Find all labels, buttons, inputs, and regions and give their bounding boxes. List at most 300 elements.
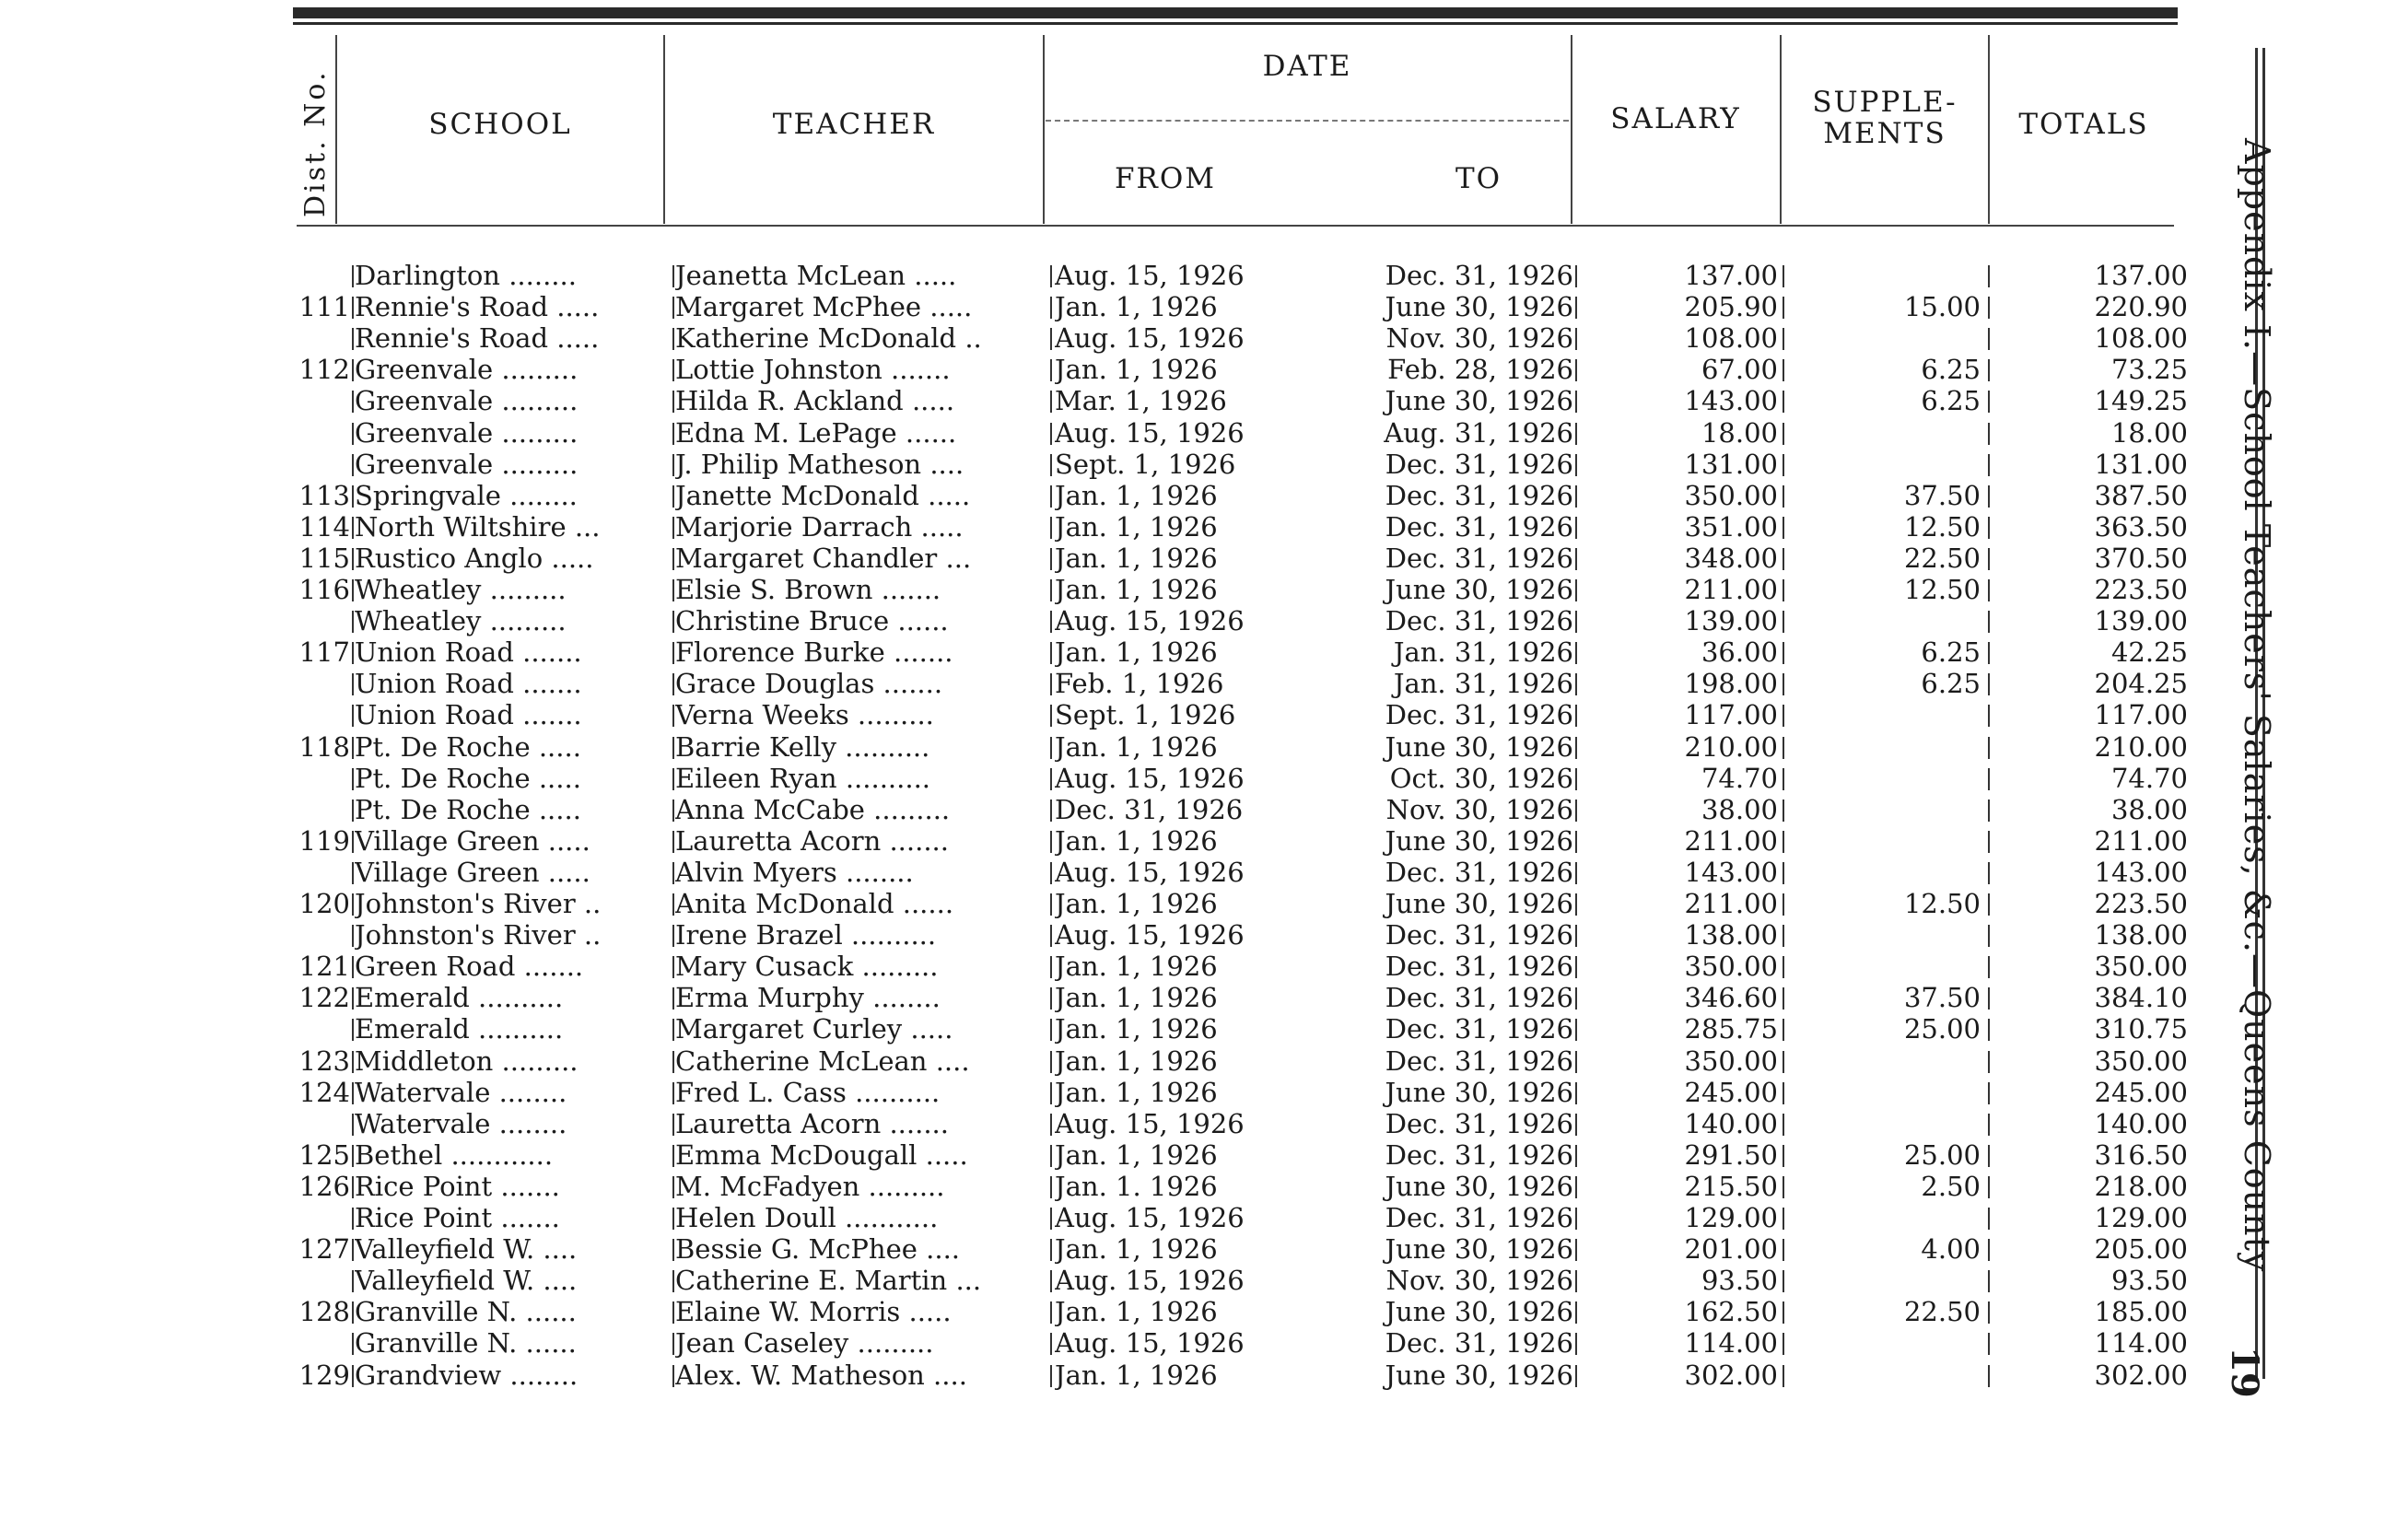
column-rule bbox=[1575, 737, 1577, 759]
date-from: Jan. 1, 1926 bbox=[1055, 479, 1218, 511]
header-divider bbox=[663, 35, 665, 224]
column-rule bbox=[1050, 579, 1052, 601]
date-to: Dec. 31, 1926 bbox=[1385, 479, 1573, 511]
salary-amount: 129.00 bbox=[1684, 1202, 1778, 1233]
column-rule bbox=[1988, 1239, 1990, 1261]
table-row bbox=[0, 919, 2229, 951]
supplement-amount bbox=[1806, 1327, 1981, 1359]
column-rule bbox=[352, 611, 354, 633]
teacher-name: Fred L. Cass .......... bbox=[675, 1076, 941, 1108]
column-rule bbox=[1050, 831, 1052, 853]
column-rule bbox=[1050, 925, 1052, 947]
salary-amount: 93.50 bbox=[1701, 1265, 1778, 1297]
school-name: Greenvale ......... bbox=[355, 416, 579, 449]
salary-amount: 291.50 bbox=[1684, 1138, 1778, 1171]
column-rule bbox=[352, 423, 354, 445]
teacher-name: Hilda R. Ackland ..... bbox=[675, 385, 955, 417]
supplement-amount: 6.25 bbox=[1921, 668, 1981, 700]
header-divider bbox=[335, 35, 337, 224]
total-amount: 137.00 bbox=[2094, 260, 2188, 291]
salary-amount: 131.00 bbox=[1684, 448, 1778, 480]
column-rule bbox=[1575, 925, 1577, 947]
column-rule bbox=[1783, 297, 1784, 319]
school-name: Emerald .......... bbox=[355, 1013, 564, 1045]
date-to: Aug. 31, 1926 bbox=[1384, 416, 1573, 449]
salary-amount: 117.00 bbox=[1684, 699, 1778, 731]
date-to: Dec. 31, 1926 bbox=[1385, 699, 1573, 731]
date-to: June 30, 1926 bbox=[1385, 1076, 1573, 1108]
column-rule bbox=[672, 1239, 674, 1261]
total-amount: 149.25 bbox=[2094, 385, 2188, 417]
table-row bbox=[0, 1233, 2229, 1265]
table-row bbox=[0, 1296, 2229, 1327]
supplement-amount: 12.50 bbox=[1903, 888, 1981, 919]
table-row bbox=[0, 1139, 2229, 1171]
supplement-amount: 22.50 bbox=[1903, 542, 1981, 574]
column-rule bbox=[672, 925, 674, 947]
total-amount: 220.90 bbox=[2094, 291, 2188, 323]
column-rule bbox=[1988, 423, 1990, 445]
column-rule bbox=[1988, 1365, 1990, 1387]
supplement-amount bbox=[1806, 1077, 1981, 1108]
header-supplements: SUPPLE- MENTS bbox=[1812, 86, 1958, 150]
column-rule bbox=[1050, 1176, 1052, 1198]
teacher-name: Marjorie Darrach ..... bbox=[675, 510, 964, 543]
column-rule bbox=[1783, 391, 1784, 413]
table-row bbox=[0, 322, 2229, 354]
date-from: Jan. 1, 1926 bbox=[1055, 636, 1218, 669]
salary-amount: 346.60 bbox=[1684, 982, 1778, 1014]
column-rule bbox=[352, 328, 354, 350]
date-to: Nov. 30, 1926 bbox=[1385, 793, 1573, 825]
column-rule bbox=[1988, 611, 1990, 633]
column-rule bbox=[1575, 1145, 1577, 1167]
salary-amount: 350.00 bbox=[1684, 951, 1778, 983]
column-rule bbox=[672, 1082, 674, 1104]
column-rule bbox=[1575, 517, 1577, 539]
date-to: June 30, 1926 bbox=[1385, 730, 1573, 763]
total-amount: 131.00 bbox=[2094, 448, 2188, 480]
column-rule bbox=[352, 1176, 354, 1198]
salary-amount: 108.00 bbox=[1684, 322, 1778, 355]
header-from: FROM bbox=[1114, 162, 1216, 195]
column-rule bbox=[1575, 423, 1577, 445]
date-to: Oct. 30, 1926 bbox=[1389, 762, 1573, 794]
date-to: Dec. 31, 1926 bbox=[1385, 1327, 1573, 1360]
school-name: Emerald .......... bbox=[355, 982, 564, 1014]
column-rule bbox=[1050, 423, 1052, 445]
column-rule bbox=[352, 768, 354, 790]
column-rule bbox=[1575, 1082, 1577, 1104]
column-rule bbox=[352, 265, 354, 287]
column-rule bbox=[1988, 579, 1990, 601]
column-rule bbox=[672, 987, 674, 1010]
salary-amount: 285.75 bbox=[1684, 1013, 1778, 1045]
date-to: Dec. 31, 1926 bbox=[1385, 1045, 1573, 1077]
teacher-name: Lauretta Acorn ....... bbox=[675, 824, 949, 857]
column-rule bbox=[1575, 359, 1577, 381]
date-from: Jan. 1, 1926 bbox=[1055, 951, 1218, 983]
date-from: Jan. 1. 1926 bbox=[1055, 1170, 1218, 1202]
date-from: Jan. 1, 1926 bbox=[1055, 542, 1218, 574]
total-amount: 387.50 bbox=[2094, 479, 2188, 511]
school-name: Middleton ......... bbox=[355, 1045, 579, 1077]
column-rule bbox=[672, 579, 674, 601]
table-row bbox=[0, 1045, 2229, 1077]
column-rule bbox=[352, 642, 354, 664]
date-to: Dec. 31, 1926 bbox=[1385, 1013, 1573, 1045]
date-from: Jan. 1, 1926 bbox=[1055, 730, 1218, 763]
school-name: Union Road ....... bbox=[355, 668, 582, 700]
column-rule bbox=[1575, 642, 1577, 664]
column-rule bbox=[1575, 391, 1577, 413]
column-rule bbox=[352, 987, 354, 1010]
teacher-name: Christine Bruce ...... bbox=[675, 605, 949, 637]
date-from: Aug. 15, 1926 bbox=[1055, 1265, 1245, 1297]
column-rule bbox=[1050, 956, 1052, 978]
column-rule bbox=[1783, 1333, 1784, 1355]
teacher-name: Janette McDonald ..... bbox=[675, 479, 971, 511]
column-rule bbox=[1783, 548, 1784, 570]
dist-number bbox=[293, 605, 350, 636]
salary-amount: 350.00 bbox=[1684, 479, 1778, 511]
column-rule bbox=[672, 1019, 674, 1041]
salary-amount: 139.00 bbox=[1684, 605, 1778, 637]
column-rule bbox=[1575, 673, 1577, 695]
school-name: Rennie's Road ..... bbox=[355, 291, 600, 323]
column-rule bbox=[1050, 987, 1052, 1010]
table-row bbox=[0, 825, 2229, 857]
total-amount: 140.00 bbox=[2094, 1107, 2188, 1139]
total-amount: 185.00 bbox=[2094, 1296, 2188, 1328]
supplement-amount bbox=[1806, 1045, 1981, 1077]
column-rule bbox=[672, 737, 674, 759]
column-rule bbox=[1988, 831, 1990, 853]
column-rule bbox=[1575, 987, 1577, 1010]
column-rule bbox=[672, 1333, 674, 1355]
column-rule bbox=[672, 1208, 674, 1230]
column-rule bbox=[1783, 831, 1784, 853]
dist-number bbox=[293, 857, 350, 888]
dist-number bbox=[293, 417, 350, 449]
column-rule bbox=[1783, 642, 1784, 664]
column-rule bbox=[672, 642, 674, 664]
column-rule bbox=[672, 768, 674, 790]
salary-amount: 143.00 bbox=[1684, 385, 1778, 417]
dist-number bbox=[293, 919, 350, 951]
total-amount: 210.00 bbox=[2094, 730, 2188, 763]
supplement-amount bbox=[1806, 605, 1981, 636]
date-from: Mar. 1, 1926 bbox=[1055, 385, 1227, 417]
column-rule bbox=[352, 579, 354, 601]
date-from: Jan. 1, 1926 bbox=[1055, 1045, 1218, 1077]
column-rule bbox=[1050, 328, 1052, 350]
column-rule bbox=[1988, 987, 1990, 1010]
column-rule bbox=[1988, 1019, 1990, 1041]
column-rule bbox=[1050, 642, 1052, 664]
dist-number bbox=[293, 1013, 350, 1045]
table-row bbox=[0, 291, 2229, 322]
teacher-name: M. McFadyen ......... bbox=[675, 1170, 945, 1202]
salary-amount: 201.00 bbox=[1684, 1233, 1778, 1266]
total-amount: 129.00 bbox=[2094, 1202, 2188, 1233]
date-to: June 30, 1926 bbox=[1385, 1359, 1573, 1391]
column-rule bbox=[672, 548, 674, 570]
column-rule bbox=[1783, 1301, 1784, 1324]
school-name: Rice Point ....... bbox=[355, 1170, 560, 1202]
column-rule bbox=[352, 548, 354, 570]
date-to: June 30, 1926 bbox=[1385, 1233, 1573, 1266]
date-from: Aug. 15, 1926 bbox=[1055, 762, 1245, 794]
teacher-name: Florence Burke ....... bbox=[675, 636, 953, 669]
header-divider bbox=[1043, 35, 1045, 224]
dist-number: 125 bbox=[298, 1138, 350, 1171]
date-to: June 30, 1926 bbox=[1385, 574, 1573, 605]
column-rule bbox=[1988, 1145, 1990, 1167]
column-rule bbox=[1783, 485, 1784, 508]
salary-amount: 198.00 bbox=[1684, 668, 1778, 700]
column-rule bbox=[1988, 1051, 1990, 1073]
salary-amount: 138.00 bbox=[1684, 919, 1778, 951]
teacher-name: Jeanetta McLean ..... bbox=[675, 260, 957, 291]
date-to: Dec. 31, 1926 bbox=[1385, 448, 1573, 480]
column-rule bbox=[1575, 800, 1577, 822]
date-to: Dec. 31, 1926 bbox=[1385, 542, 1573, 574]
date-from: Aug. 15, 1926 bbox=[1055, 1202, 1245, 1233]
column-rule bbox=[1050, 485, 1052, 508]
column-rule bbox=[1783, 1114, 1784, 1136]
date-to: Feb. 28, 1926 bbox=[1387, 354, 1573, 386]
date-from: Jan. 1, 1926 bbox=[1055, 291, 1218, 323]
school-name: Union Road ....... bbox=[355, 636, 582, 669]
school-name: Greenvale ......... bbox=[355, 448, 579, 480]
date-to: Jan. 31, 1926 bbox=[1393, 636, 1573, 669]
total-amount: 74.70 bbox=[2110, 762, 2188, 794]
supplement-amount bbox=[1806, 731, 1981, 763]
teacher-name: Alex. W. Matheson .... bbox=[675, 1359, 967, 1391]
date-from: Dec. 31, 1926 bbox=[1055, 793, 1244, 825]
column-rule bbox=[1783, 265, 1784, 287]
supplement-amount bbox=[1806, 825, 1981, 857]
column-rule bbox=[1575, 1208, 1577, 1230]
teacher-name: Emma McDougall ..... bbox=[675, 1138, 968, 1171]
table-row bbox=[0, 763, 2229, 794]
total-amount: 350.00 bbox=[2094, 951, 2188, 983]
column-rule bbox=[1988, 454, 1990, 476]
table-row bbox=[0, 1013, 2229, 1045]
supplement-amount: 12.50 bbox=[1903, 510, 1981, 543]
column-rule bbox=[1988, 1333, 1990, 1355]
school-name: Wheatley ......... bbox=[355, 574, 567, 605]
supplement-amount: 15.00 bbox=[1903, 291, 1981, 323]
column-rule bbox=[1783, 1365, 1784, 1387]
column-rule bbox=[1988, 768, 1990, 790]
dist-number: 123 bbox=[298, 1045, 350, 1077]
column-rule bbox=[1988, 485, 1990, 508]
column-rule bbox=[672, 611, 674, 633]
total-amount: 108.00 bbox=[2094, 322, 2188, 355]
column-rule bbox=[1783, 987, 1784, 1010]
date-to: Dec. 31, 1926 bbox=[1385, 1202, 1573, 1233]
column-rule bbox=[1050, 1365, 1052, 1387]
supplement-amount: 6.25 bbox=[1921, 385, 1981, 417]
teacher-name: Helen Doull ........... bbox=[675, 1202, 939, 1233]
column-rule bbox=[1783, 862, 1784, 884]
supplement-amount: 25.00 bbox=[1903, 1138, 1981, 1171]
supplement-amount bbox=[1806, 417, 1981, 449]
column-rule bbox=[1988, 517, 1990, 539]
date-to: Dec. 31, 1926 bbox=[1385, 951, 1573, 983]
column-rule bbox=[1575, 328, 1577, 350]
total-amount: 302.00 bbox=[2094, 1359, 2188, 1391]
column-rule bbox=[1575, 768, 1577, 790]
column-rule bbox=[1783, 579, 1784, 601]
total-amount: 93.50 bbox=[2110, 1265, 2188, 1297]
total-amount: 211.00 bbox=[2094, 824, 2188, 857]
column-rule bbox=[1783, 517, 1784, 539]
column-rule bbox=[1783, 673, 1784, 695]
column-rule bbox=[1050, 673, 1052, 695]
header-teacher: TEACHER bbox=[772, 108, 936, 141]
column-rule bbox=[1575, 454, 1577, 476]
date-from: Jan. 1, 1926 bbox=[1055, 982, 1218, 1014]
total-amount: 223.50 bbox=[2094, 574, 2188, 605]
column-rule bbox=[1988, 297, 1990, 319]
date-to: Dec. 31, 1926 bbox=[1385, 510, 1573, 543]
column-rule bbox=[672, 297, 674, 319]
date-to: Dec. 31, 1926 bbox=[1385, 260, 1573, 291]
school-name: Rennie's Road ..... bbox=[355, 322, 600, 355]
teacher-name: Barrie Kelly .......... bbox=[675, 730, 930, 763]
date-to: Dec. 31, 1926 bbox=[1385, 605, 1573, 637]
top-rule-thin bbox=[293, 22, 2178, 25]
dist-number bbox=[293, 1327, 350, 1359]
table-row bbox=[0, 1108, 2229, 1139]
date-from: Jan. 1, 1926 bbox=[1055, 1013, 1218, 1045]
column-rule bbox=[1050, 768, 1052, 790]
teacher-name: Eileen Ryan .......... bbox=[675, 762, 931, 794]
table-row bbox=[0, 668, 2229, 699]
header-divider bbox=[1780, 35, 1782, 224]
column-rule bbox=[1050, 265, 1052, 287]
column-rule bbox=[1783, 359, 1784, 381]
column-rule bbox=[1050, 1051, 1052, 1073]
supplement-amount: 6.25 bbox=[1921, 354, 1981, 386]
column-rule bbox=[352, 800, 354, 822]
dist-number: 114 bbox=[298, 510, 350, 543]
salary-amount: 210.00 bbox=[1684, 730, 1778, 763]
dist-number: 120 bbox=[298, 888, 350, 919]
date-to: Dec. 31, 1926 bbox=[1385, 1107, 1573, 1139]
column-rule bbox=[1575, 862, 1577, 884]
header-date: DATE bbox=[1262, 50, 1352, 83]
salary-amount: 205.90 bbox=[1684, 291, 1778, 323]
column-rule bbox=[672, 359, 674, 381]
column-rule bbox=[1050, 548, 1052, 570]
column-rule bbox=[672, 1270, 674, 1292]
date-from: Aug. 15, 1926 bbox=[1055, 1107, 1245, 1139]
top-rule-thick bbox=[293, 7, 2178, 18]
date-from: Aug. 15, 1926 bbox=[1055, 260, 1245, 291]
school-name: Valleyfield W. .... bbox=[355, 1233, 578, 1266]
column-rule bbox=[672, 1051, 674, 1073]
salary-amount: 245.00 bbox=[1684, 1076, 1778, 1108]
column-rule bbox=[1575, 956, 1577, 978]
column-rule bbox=[672, 454, 674, 476]
dist-number: 111 bbox=[298, 291, 350, 323]
column-rule bbox=[1575, 297, 1577, 319]
table-row bbox=[0, 449, 2229, 480]
column-rule bbox=[1050, 1019, 1052, 1041]
teacher-name: Catherine E. Martin ... bbox=[675, 1265, 982, 1297]
column-rule bbox=[672, 893, 674, 916]
date-from: Aug. 15, 1926 bbox=[1055, 856, 1245, 888]
teacher-name: Grace Douglas ....... bbox=[675, 668, 943, 700]
date-from: Jan. 1, 1926 bbox=[1055, 888, 1218, 919]
salary-amount: 74.70 bbox=[1701, 762, 1778, 794]
date-from: Jan. 1, 1926 bbox=[1055, 1296, 1218, 1328]
table-row bbox=[0, 857, 2229, 888]
total-amount: 38.00 bbox=[2110, 793, 2188, 825]
table-row bbox=[0, 888, 2229, 919]
column-rule bbox=[1783, 1019, 1784, 1041]
column-rule bbox=[1988, 1208, 1990, 1230]
column-rule bbox=[352, 1301, 354, 1324]
header-dist-no: Dist. No. bbox=[299, 69, 332, 217]
column-rule bbox=[672, 1145, 674, 1167]
teacher-name: Margaret Curley ..... bbox=[675, 1013, 953, 1045]
supplement-amount bbox=[1806, 1108, 1981, 1139]
school-name: Village Green ..... bbox=[355, 856, 590, 888]
date-from: Jan. 1, 1926 bbox=[1055, 574, 1218, 605]
column-rule bbox=[672, 1114, 674, 1136]
total-amount: 316.50 bbox=[2094, 1138, 2188, 1171]
supplement-amount: 25.00 bbox=[1903, 1013, 1981, 1045]
salary-amount: 137.00 bbox=[1684, 260, 1778, 291]
date-to: Dec. 31, 1926 bbox=[1385, 919, 1573, 951]
column-rule bbox=[352, 737, 354, 759]
column-rule bbox=[352, 1365, 354, 1387]
column-rule bbox=[1783, 893, 1784, 916]
supplement-amount bbox=[1806, 260, 1981, 291]
column-rule bbox=[1783, 1208, 1784, 1230]
column-rule bbox=[672, 265, 674, 287]
column-rule bbox=[1575, 579, 1577, 601]
date-to: June 30, 1926 bbox=[1385, 1296, 1573, 1328]
column-rule bbox=[1050, 705, 1052, 727]
school-name: Watervale ........ bbox=[355, 1076, 567, 1108]
header-bottom-rule bbox=[297, 225, 2174, 227]
supplement-amount: 37.50 bbox=[1903, 479, 1981, 511]
teacher-name: Mary Cusack ......... bbox=[675, 951, 939, 983]
column-rule bbox=[1783, 1145, 1784, 1167]
running-title: Appendix I.—School Teachers' Salaries, &c.—Queens County bbox=[2237, 138, 2277, 1273]
column-rule bbox=[1050, 1208, 1052, 1230]
dist-number: 116 bbox=[298, 574, 350, 605]
column-rule bbox=[1575, 1019, 1577, 1041]
table-row bbox=[0, 951, 2229, 982]
column-rule bbox=[1988, 391, 1990, 413]
dist-number: 121 bbox=[298, 951, 350, 983]
date-from: Feb. 1, 1926 bbox=[1055, 668, 1224, 700]
column-rule bbox=[1050, 800, 1052, 822]
school-name: Bethel ............ bbox=[355, 1138, 554, 1171]
teacher-name: J. Philip Matheson .... bbox=[675, 448, 964, 480]
column-rule bbox=[1575, 705, 1577, 727]
column-rule bbox=[1050, 359, 1052, 381]
column-rule bbox=[352, 893, 354, 916]
column-rule bbox=[1050, 1145, 1052, 1167]
